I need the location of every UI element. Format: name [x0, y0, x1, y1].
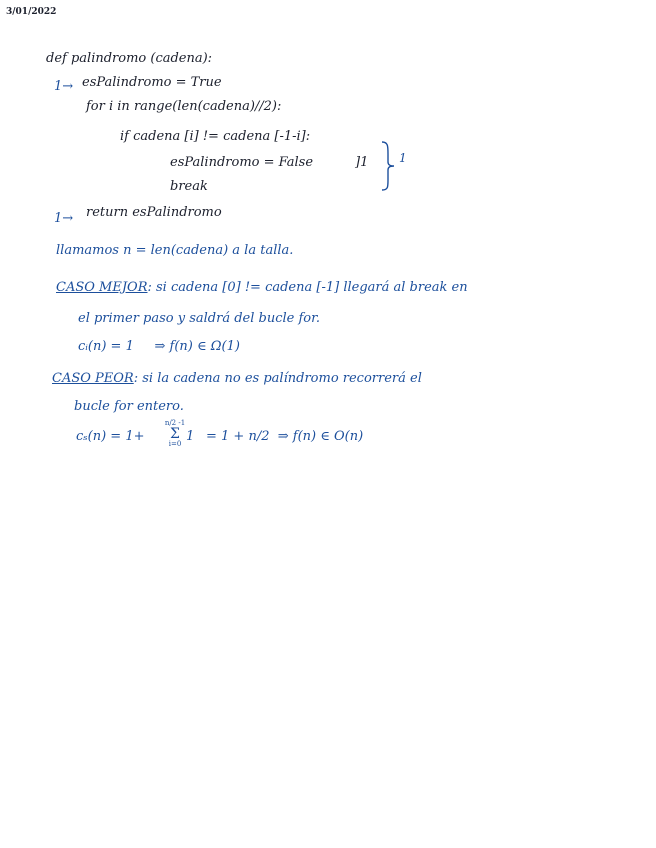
worst-case-text: : si la cadena no es palíndromo recorrerá el [133, 371, 422, 386]
worst-case-line [52, 372, 422, 385]
sum-lower-limit: i=0 [168, 440, 182, 448]
best-case-formula: cᵢ(n) = 1 ⇒ f(n) ∈ Ω(1) [78, 339, 240, 354]
best-case-text-cont: el primer paso y saldrá del bucle for. [78, 311, 321, 326]
for-line: for i in range(len(cadena)//2): [86, 99, 282, 114]
best-case-line [56, 281, 468, 294]
best-case-text: : si cadena [0] != cadena [-1] llegará al break en [147, 280, 468, 295]
worst-formula-right: = 1 + n/2 ⇒ f(n) ∈ O(n) [206, 429, 364, 444]
cost-marker-assign: 1→ [54, 79, 74, 94]
cost-marker-return: 1→ [54, 211, 74, 226]
worst-formula-left: cₛ(n) = 1+ [76, 429, 145, 444]
assign-line: esPalindromo = True [82, 75, 222, 90]
best-case-label: CASO MEJOR [56, 280, 148, 295]
worst-case-label: CASO PEOR [52, 371, 134, 386]
break-line: break [170, 179, 208, 194]
sigma-icon: Σ [170, 426, 180, 442]
worst-case-text-cont: bucle for entero. [74, 399, 184, 414]
brace-cost: 1 [399, 151, 407, 165]
sum-upper-limit: n/2 -1 [164, 419, 186, 427]
return-line: return esPalindromo [86, 205, 222, 220]
curly-brace-icon [378, 140, 400, 192]
inner-cost-bracket: ]1 [355, 155, 369, 170]
sum-body: 1 [186, 429, 195, 444]
date-label: 3/01/2022 [6, 7, 57, 17]
def-line: def palindromo (cadena): [46, 51, 213, 66]
if-line: if cadena [i] != cadena [-1-i]: [120, 129, 311, 144]
set-false-line: esPalindromo = False [170, 155, 314, 170]
size-definition: llamamos n = len(cadena) a la talla. [56, 243, 294, 258]
summation [164, 414, 186, 454]
